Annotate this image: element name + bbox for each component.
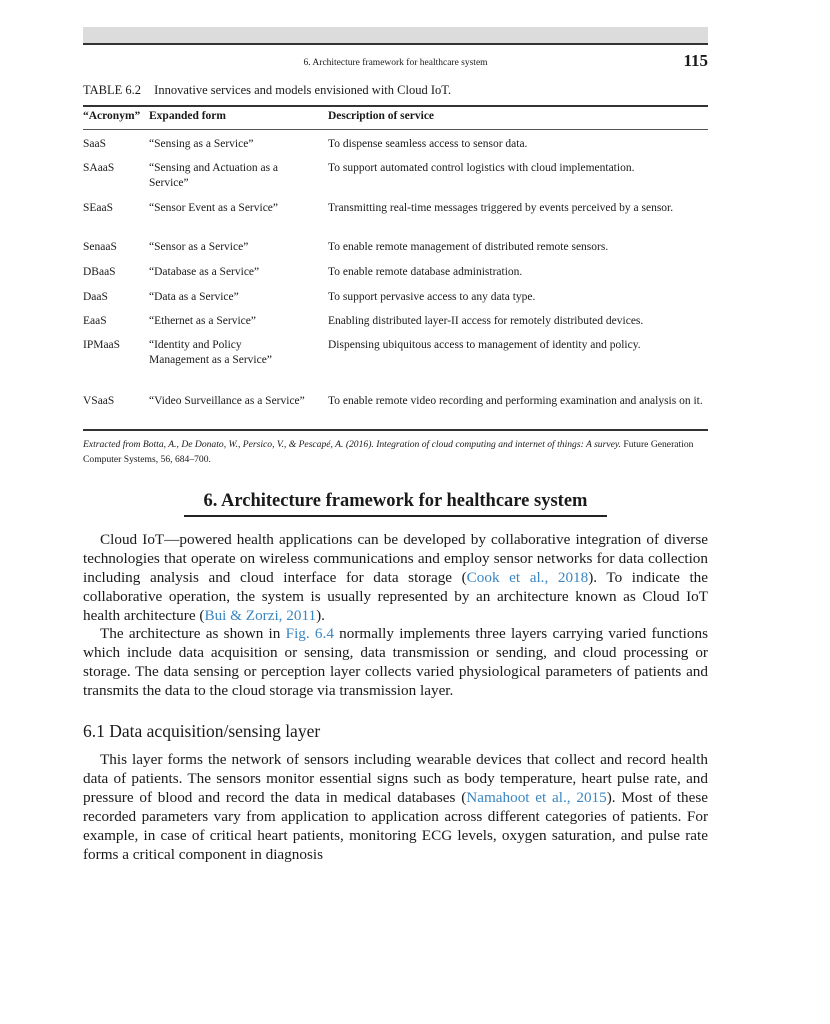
- cell-acronym: DBaaS: [83, 266, 116, 278]
- cell-expanded: “Data as a Service”: [149, 291, 239, 303]
- top-rule: [83, 43, 708, 45]
- paragraph-text: Cloud IoT—powered health applications can be developed by collaborative integration of diverse technologies that operate on wireless communications and employ sensor networks for data collection including analysis and cloud interface for data storage (: [83, 531, 708, 586]
- cell-description: To dispense seamless access to sensor data.: [328, 138, 528, 150]
- cell-acronym: EaaS: [83, 315, 107, 327]
- figure-link-6-4[interactable]: Fig. 6.4: [285, 625, 334, 642]
- cell-description: Enabling distributed layer-II access for remotely distributed devices.: [328, 315, 644, 327]
- cell-description: To enable remote management of distributed remote sensors.: [328, 241, 609, 253]
- source-citation-italic: Extracted from Botta, A., De Donato, W., Persico, V., & Pescapé, A. (2016). Integration of cloud computing and internet of things: A survey.: [83, 439, 621, 450]
- citation-link-namahoot-2015[interactable]: Namahoot et al., 2015: [466, 789, 607, 806]
- column-header-acronym: “Acronym”: [83, 110, 141, 122]
- cell-expanded: “Video Surveillance as a Service”: [149, 395, 305, 407]
- citation-link-bui-zorzi-2011[interactable]: Bui & Zorzi, 2011: [204, 607, 317, 624]
- paragraph: [83, 624, 708, 700]
- paragraph-text: normally implements three layers carrying varied functions which include data acquisition or sensing, data transmission or sending, and cloud processing or storage. The data sensing or perception layer collects varied physiological parameters of patients and transmits the data to the cloud storage via transmission layer.: [83, 625, 709, 699]
- table-top-rule: [83, 105, 708, 107]
- cell-description: Dispensing ubiquitous access to management of identity and policy.: [328, 339, 641, 351]
- table-caption: [83, 83, 451, 98]
- cell-expanded: “Ethernet as a Service”: [149, 315, 256, 327]
- table-bottom-rule: [83, 429, 708, 431]
- paragraph-text: ).: [316, 607, 325, 624]
- cell-description: To support automated control logistics with cloud implementation.: [328, 162, 635, 174]
- cell-expanded: “Sensor Event as a Service”: [149, 202, 279, 214]
- cell-expanded: “Database as a Service”: [149, 266, 260, 278]
- table-header-rule: [83, 129, 708, 130]
- top-gray-band: [83, 27, 708, 43]
- cell-expanded: “Sensing and Actuation as a Service”: [149, 162, 279, 189]
- source-citation-journal: Future Generation Computer Systems, 56, 684–700.: [83, 439, 694, 465]
- cell-expanded: “Identity and Policy Management as a Service”: [149, 339, 272, 366]
- cell-acronym: IPMaaS: [83, 339, 121, 351]
- column-header-description: Description of service: [328, 110, 435, 122]
- section-heading-underline: [184, 515, 607, 517]
- cell-description: Transmitting real-time messages triggered by events perceived by a sensor.: [328, 202, 674, 214]
- running-head: [83, 51, 708, 71]
- cell-acronym: SenaaS: [83, 241, 117, 253]
- table-source-note: [83, 437, 708, 467]
- section-heading: 6. Architecture framework for healthcare system: [203, 491, 588, 511]
- cell-acronym: SaaS: [83, 138, 106, 150]
- column-header-expanded: Expanded form: [149, 110, 226, 122]
- paragraph-text: The architecture as shown in: [100, 625, 286, 642]
- cell-acronym: SEaaS: [83, 202, 114, 214]
- cell-acronym: DaaS: [83, 291, 108, 303]
- citation-link-cook-2018[interactable]: Cook et al., 2018: [466, 569, 589, 586]
- paragraph-text: ). Most of these recorded parameters vary from application to application across different categories of patients. For example, in case of critical heart patients, monitoring ECG levels, oxygen saturation, and pulse rate forms a critical component in diagnosis: [83, 789, 708, 863]
- page-number: 115: [683, 51, 708, 70]
- paragraph: [83, 530, 708, 625]
- cell-description: To enable remote database administration.: [328, 266, 523, 278]
- paragraph-text: ). To indicate the collaborative operation, the system is usually represented by an architecture known as Cloud IoT health architecture (: [83, 569, 708, 624]
- cell-description: To support pervasive access to any data type.: [328, 291, 536, 303]
- table-caption-text: Innovative services and models envisioned with Cloud IoT.: [154, 83, 452, 97]
- cell-acronym: SAaaS: [83, 162, 115, 174]
- paragraph: [83, 750, 708, 864]
- paragraph-text: This layer forms the network of sensors including wearable devices that collect and record health data of patients. The sensors monitor essential signs such as body temperature, heart pulse rate, and pressure of blood and record the data in medical databases (: [83, 751, 708, 806]
- cell-acronym: VSaaS: [83, 395, 115, 407]
- cell-expanded: “Sensor as a Service”: [149, 241, 249, 253]
- subsection-heading: 6.1 Data acquisition/sensing layer: [83, 721, 321, 741]
- cell-expanded: “Sensing as a Service”: [149, 138, 254, 150]
- running-title: 6. Architecture framework for healthcare system: [303, 58, 488, 68]
- cell-description: To enable remote video recording and performing examination and analysis on it.: [328, 395, 703, 407]
- table-caption-label: TABLE 6.2: [83, 83, 142, 97]
